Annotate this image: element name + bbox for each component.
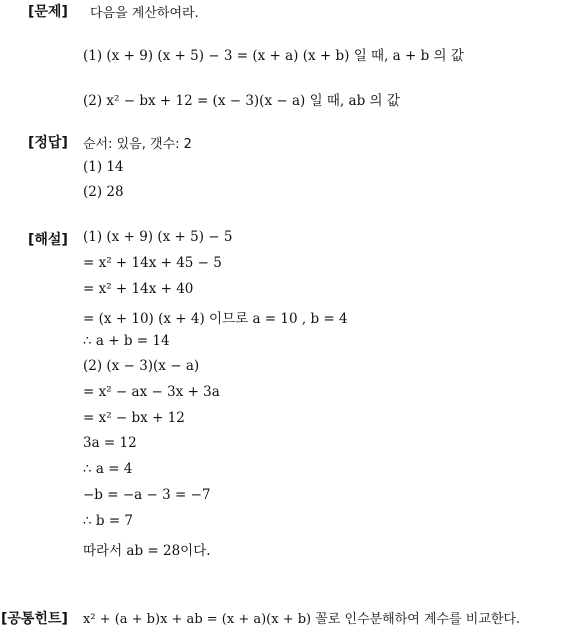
solution-line: −b = −a − 3 = −7 (83, 487, 211, 503)
solution-line: = x² − bx + 12 (83, 410, 185, 426)
answer-order-count: 순서: 있음, 갯수: 2 (83, 137, 192, 152)
problem-question-1: (1) (x + 9) (x + 5) − 3 = (x + a) (x + b) 일 때, a + b 의 값 (83, 48, 464, 64)
solution-line: = (x + 10) (x + 4) 이므로 a = 10 , b = 4 (83, 311, 348, 327)
solution-line: ∴ b = 7 (83, 513, 134, 529)
solution-line: = x² − ax − 3x + 3a (83, 384, 220, 400)
solution-label: [해설] (28, 232, 68, 248)
answer-2: (2) 28 (83, 184, 124, 200)
solution-line: 따라서 ab = 28이다. (83, 543, 211, 559)
hint-text: x² + (a + b)x + ab = (x + a)(x + b) 꼴로 인수분해하여 계수를 비교한다. (83, 612, 521, 627)
solution-line: ∴ a = 4 (83, 461, 133, 477)
answer-label: [정답] (28, 135, 68, 151)
problem-instruction: 다음을 계산하여라. (90, 6, 199, 21)
hint-label: [공통힌트] (1, 611, 68, 627)
solution-line: (2) (x − 3)(x − a) (83, 358, 200, 374)
problem-question-2: (2) x² − bx + 12 = (x − 3)(x − a) 일 때, ab 의 값 (83, 93, 400, 109)
answer-1: (1) 14 (83, 159, 124, 175)
problem-label: [문제] (28, 4, 68, 20)
solution-line: = x² + 14x + 40 (83, 281, 194, 297)
solution-line: = x² + 14x + 45 − 5 (83, 255, 222, 271)
solution-line: 3a = 12 (83, 435, 137, 451)
solution-line: ∴ a + b = 14 (83, 333, 170, 349)
solution-line: (1) (x + 9) (x + 5) − 5 (83, 229, 233, 245)
